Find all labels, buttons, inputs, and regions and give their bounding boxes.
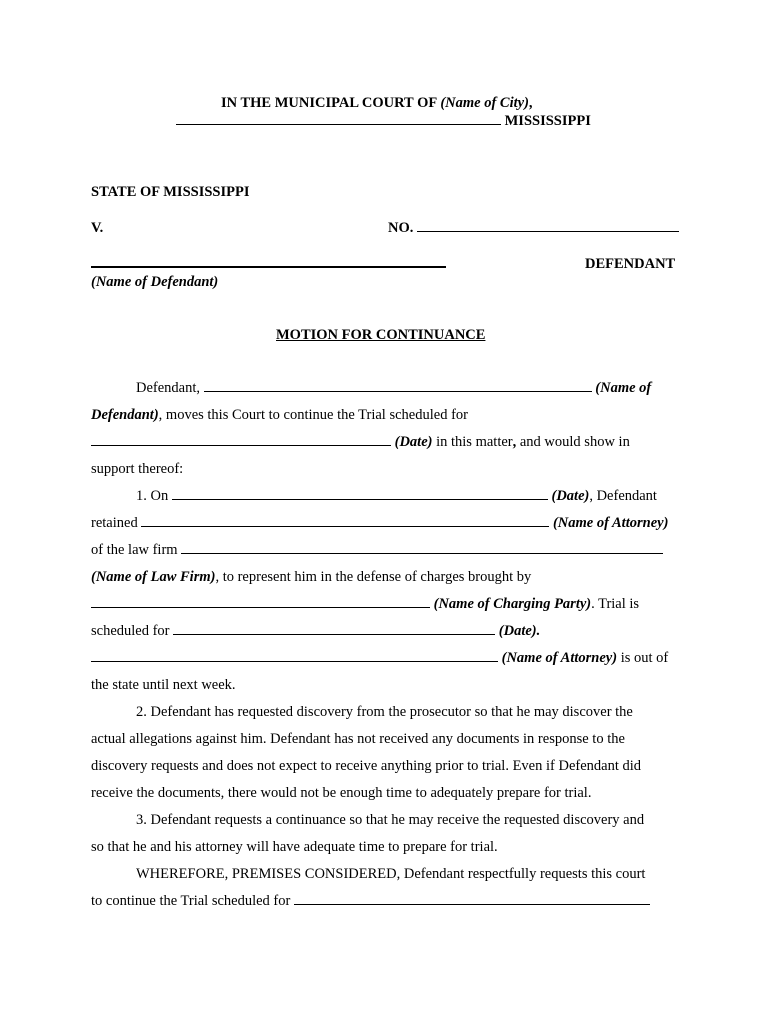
p3-line-1: 3. Defendant requests a continuance so that he may receive the requested discovery and	[136, 812, 645, 828]
p1-line-1: 1. On (Date), Defendant	[136, 488, 657, 504]
trial-date-blank[interactable]	[91, 444, 391, 446]
versus-label: V.	[91, 220, 104, 236]
p2-line-4: receive the documents, there would not be enough time to adequately prepare for trial.	[91, 785, 592, 801]
p2-line-2: actual allegations against him. Defendant has not received any documents in response to the	[91, 731, 625, 747]
document-title: MOTION FOR CONTINUANCE	[276, 327, 486, 343]
city-placeholder: (Name of City)	[440, 95, 529, 111]
defendant-label: DEFENDANT	[585, 256, 676, 272]
defendant-name-blank[interactable]	[91, 265, 446, 268]
p1-line-5: (Name of Charging Party). Trial is	[91, 591, 679, 618]
attorney-blank-2[interactable]	[91, 660, 498, 662]
case-number-blank[interactable]	[417, 230, 679, 232]
p4-line-2: to continue the Trial scheduled for	[91, 888, 679, 915]
p1-line-4: (Name of Law Firm), to represent him in the defense of charges brought by	[91, 569, 532, 585]
motion-body	[91, 375, 679, 915]
p2-line-1: 2. Defendant has requested discovery from the prosecutor so that he may discover the	[136, 704, 633, 720]
continue-date-blank[interactable]	[294, 903, 650, 905]
p1-line-6: scheduled for (Date).	[91, 623, 541, 639]
p1-line-8: the state until next week.	[91, 677, 236, 693]
defendant-name-placeholder: (Name of Defendant)	[91, 274, 219, 290]
scheduled-date-blank[interactable]	[173, 633, 495, 635]
p2-line-3: discovery requests and does not expect to receive anything prior to trial. Even if Defendant did	[91, 758, 642, 774]
defendant-blank[interactable]	[204, 390, 592, 392]
defendant-name-blank-row	[91, 256, 446, 273]
retained-date-blank[interactable]	[172, 498, 548, 500]
intro-line-1: Defendant, (Name of	[136, 380, 652, 396]
court-heading: IN THE MUNICIPAL COURT OF (Name of City),	[221, 95, 533, 111]
intro-line-3: (Date) in this matter, and would show in	[91, 429, 679, 456]
court-state-line: MISSISSIPPI	[176, 113, 591, 130]
p4-line-1: WHEREFORE, PREMISES CONSIDERED, Defendant respectfully requests this court	[136, 866, 646, 882]
charging-party-blank[interactable]	[91, 606, 430, 608]
p1-line-2: retained (Name of Attorney)	[91, 515, 669, 531]
city-blank[interactable]	[176, 123, 501, 125]
p1-line-7: (Name of Attorney) is out of	[91, 645, 679, 672]
intro-line-4: support thereof:	[91, 461, 184, 477]
plaintiff-name: STATE OF MISSISSIPPI	[91, 184, 250, 200]
case-number: NO.	[388, 220, 679, 237]
law-firm-blank[interactable]	[181, 552, 663, 554]
p3-line-2: so that he and his attorney will have adequate time to prepare for trial.	[91, 839, 498, 855]
p1-line-3: of the law firm	[91, 537, 679, 564]
intro-line-2: Defendant), moves this Court to continue the Trial scheduled for	[91, 407, 468, 423]
attorney-blank[interactable]	[141, 525, 549, 527]
